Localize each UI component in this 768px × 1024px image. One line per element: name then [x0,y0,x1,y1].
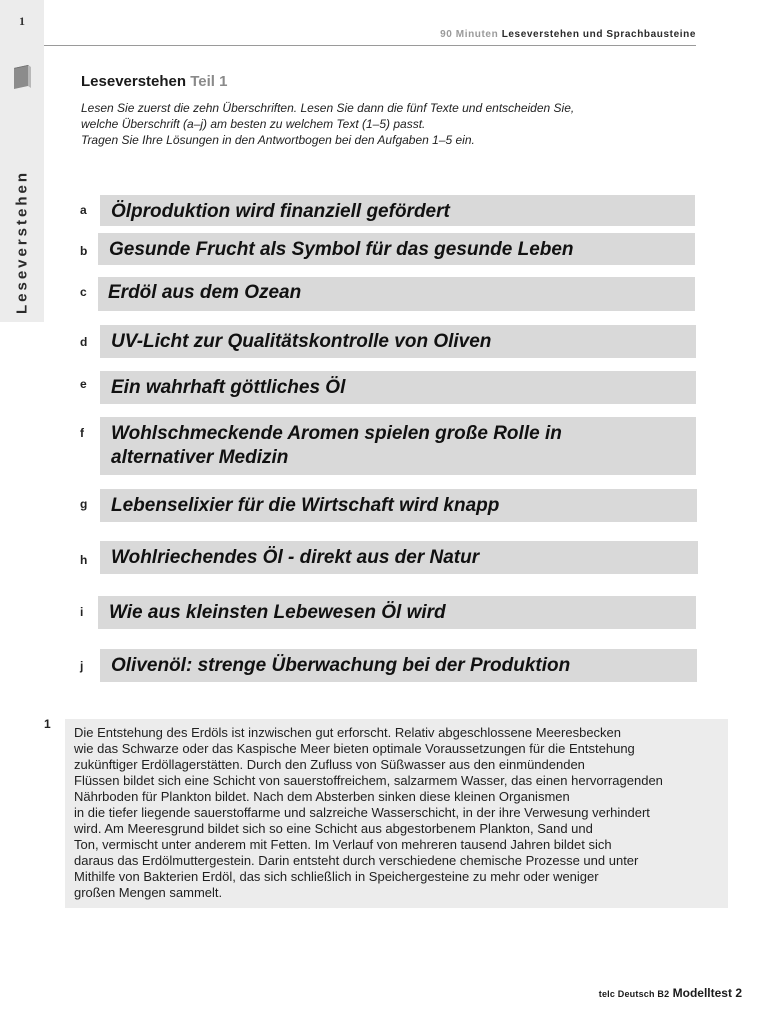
heading-letter-i: i [80,605,84,619]
heading-e [100,371,696,404]
header-divider [44,45,696,46]
heading-letter-e: e [80,377,87,391]
heading-text: Olivenöl: strenge Überwachung bei der Produktion [111,655,571,676]
heading-text: Wie aus kleinsten Lebewesen Öl wird [109,602,446,623]
heading-g [100,489,697,522]
heading-letter-a: a [80,203,87,217]
heading-letter-d: d [80,335,88,349]
text-line: in die tiefer liegende sauerstoffarme und salzreiche Wasserschicht, in der ihre Verwesung verhindert [74,805,650,820]
section-title-main: Leseverstehen [81,73,187,90]
heading-text: Erdöl aus dem Ozean [108,282,302,303]
instructions [81,100,681,148]
heading-a [100,195,695,226]
heading-f [100,417,696,475]
heading-i [98,596,696,629]
text-line: Mithilfe von Bakterien Erdöl, das sich schließlich in Speichergesteine zu mehr oder weniger [74,869,599,884]
heading-d [100,325,696,358]
heading-text: alternativer Medizin [111,447,289,468]
page-footer [599,986,742,1000]
text-line: zukünftiger Erdöllagerstätten. Durch den Zufluss von Süßwasser aus den einmündenden [74,757,585,772]
text-line: Nährboden für Plankton bildet. Nach dem Absterben sinken diese kleinen Organismen [74,789,570,804]
instruction-line: Tragen Sie Ihre Lösungen in den Antwortbogen bei den Aufgaben 1–5 ein. [81,133,475,147]
reading-text-1 [65,719,728,908]
text-line: wie das Schwarze oder das Kaspische Meer bieten optimale Voraussetzungen für die Entstehung [74,741,635,756]
heading-letter-f: f [80,426,84,440]
page-header [440,29,696,40]
text-number: 1 [44,717,51,731]
heading-text: Gesunde Frucht als Symbol für das gesunde Leben [109,239,574,260]
footer-test: Modelltest 2 [672,986,742,1000]
heading-c [98,277,695,311]
page-number: 1 [19,14,25,28]
heading-text: Ein wahrhaft göttliches Öl [111,377,346,398]
heading-letter-j: j [80,659,84,673]
text-line: Flüssen bildet sich eine Schicht von sauerstoffreichem, salzarmem Wasser, das einen hervorragenden [74,773,663,788]
heading-b [98,233,695,265]
text-line: Die Entstehung des Erdöls ist inzwischen gut erforscht. Relativ abgeschlossene Meeresbecken [74,725,622,740]
book-icon [12,64,32,90]
section-title-part: Teil 1 [190,73,228,90]
heading-h [100,541,698,574]
header-duration: 90 Minuten [440,29,499,40]
heading-j [100,649,697,682]
text-line: daraus das Erdölmuttergestein. Darin entsteht durch verschiedene chemische Prozesse und unter [74,853,639,868]
instruction-line: welche Überschrift (a–j) am besten zu welchem Text (1–5) passt. [81,117,426,131]
section-title [81,73,227,90]
heading-text: Wohlriechendes Öl - direkt aus der Natur [111,547,480,568]
text-line: wird. Am Meeresgrund bildet sich so eine Schicht aus abgestorbenem Plankton, Sand und [74,821,593,836]
heading-letter-c: c [80,285,87,299]
side-label: Leseverstehen [13,169,31,315]
heading-letter-b: b [80,244,88,258]
text-line: Ton, vermischt unter anderem mit Fetten. Im Verlauf von mehreren tausend Jahren bildet sich [74,837,612,852]
heading-text: UV-Licht zur Qualitätskontrolle von Oliven [111,331,492,352]
footer-exam: telc Deutsch B2 [598,989,670,999]
text-line: großen Mengen sammelt. [74,885,223,900]
header-section: Leseverstehen und Sprachbausteine [501,29,696,40]
instruction-line: Lesen Sie zuerst die zehn Überschriften. Lesen Sie dann die fünf Texte und entscheiden Sie, [81,101,575,115]
heading-letter-g: g [80,497,88,511]
heading-letter-h: h [80,553,88,567]
heading-text: Lebenselixier für die Wirtschaft wird knapp [111,495,500,516]
heading-text: Ölproduktion wird finanziell gefördert [111,201,450,222]
heading-text: Wohlschmeckende Aromen spielen große Rolle in [111,423,562,444]
